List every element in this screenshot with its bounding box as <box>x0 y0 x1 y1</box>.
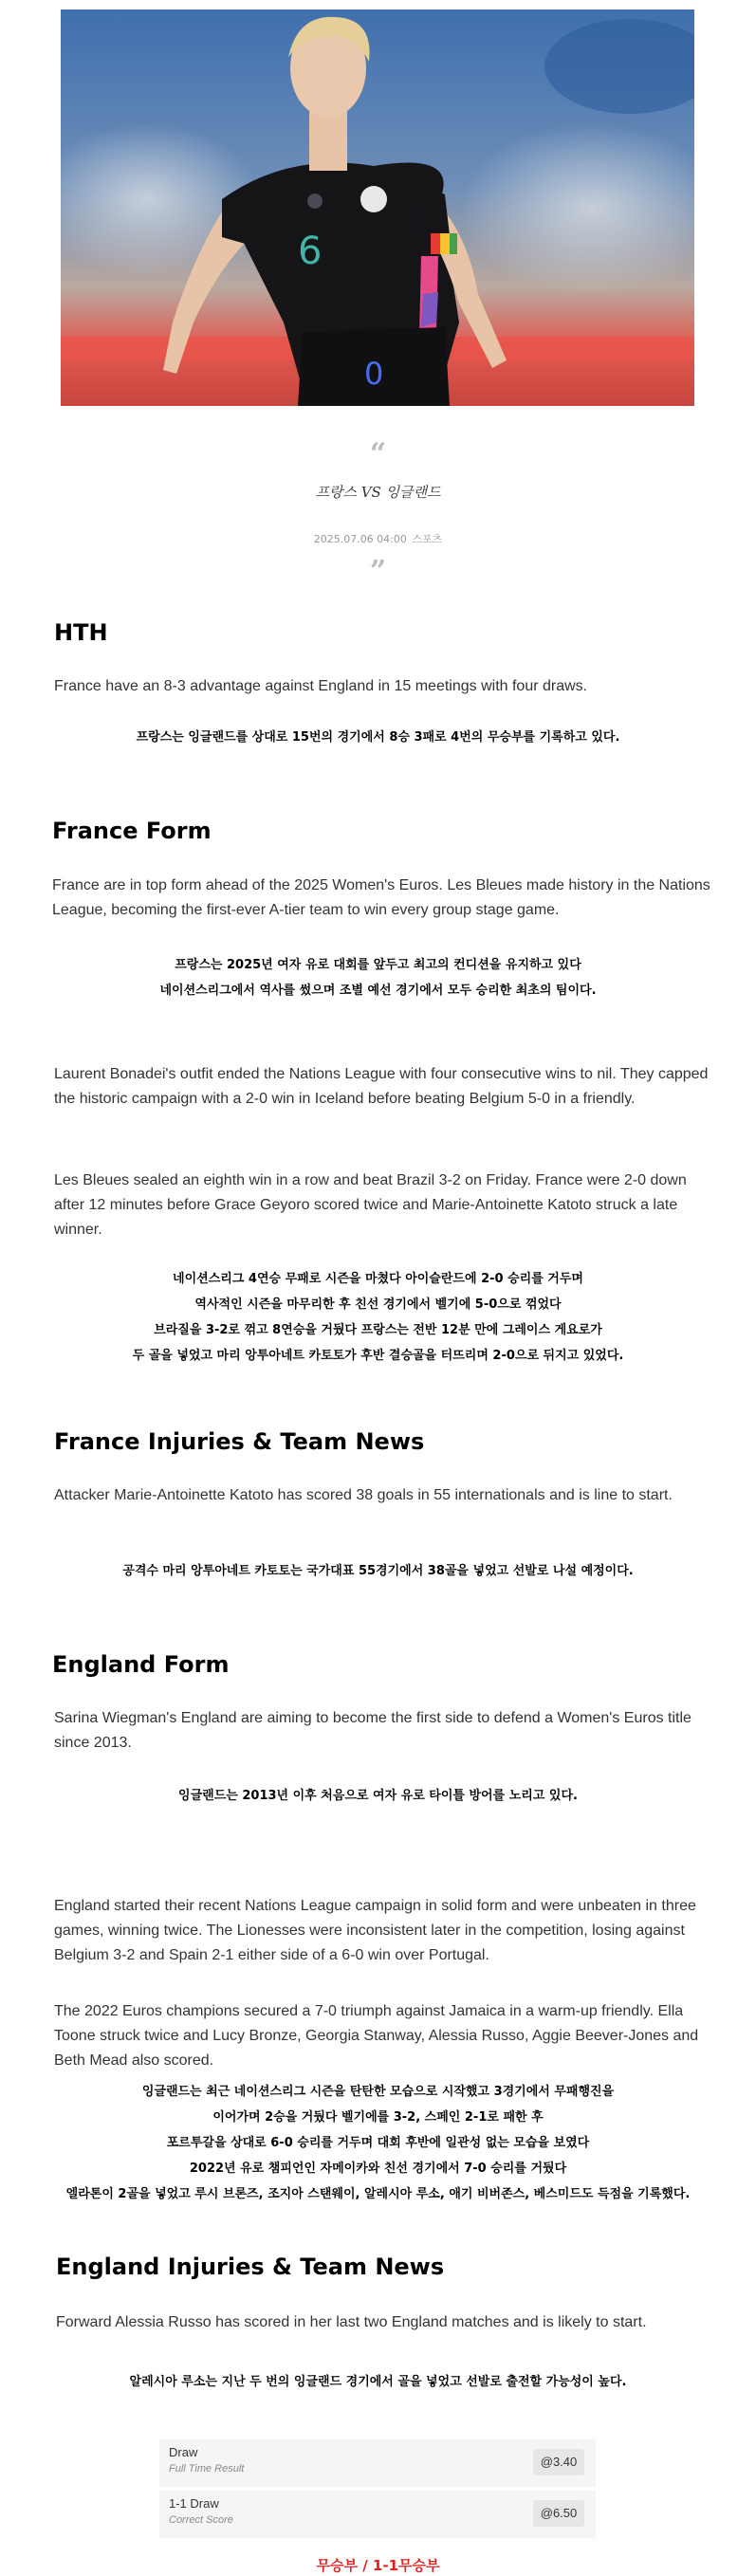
france-form-en-1: France are in top form ahead of the 2025 Women's Euros. Les Bleues made history in the Nations League, becoming the first-ever A-tier team to win every group stage game. <box>52 877 710 918</box>
player-photo-illustration <box>61 9 694 406</box>
section-heading-england-news: England Injuries & Team News <box>56 2254 445 2280</box>
post-meta <box>0 531 756 546</box>
shorts-number: 0 <box>364 356 384 392</box>
france-form-ko-1 <box>0 952 756 1003</box>
france-form-en-2: Laurent Bonadei's outfit ended the Nations League with four consecutive wins to nil. They capped the historic campaign with a 2-0 win in Iceland before beating Belgium 5-0 in a friendly. <box>54 1066 709 1107</box>
bet-type: Full Time Result <box>169 2463 245 2475</box>
ko-line: 엘라톤이 2골을 넣었고 루시 브론즈, 조지아 스탠웨이, 알레시아 루소, 애기 비버존스, 베스미드도 득점을 기록했다. <box>65 2187 691 2201</box>
ko-line: 이어가며 2승을 거뒀다 벨기에를 3-2, 스페인 2-1로 패한 후 <box>212 2110 544 2125</box>
open-quote-icon: “ <box>369 437 387 470</box>
england-news-ko: 알레시아 루소는 지난 두 번의 잉글랜드 경기에서 골을 넣었고 선발로 출전할 가능성이 높다. <box>129 2375 627 2389</box>
england-form-en-3: The 2022 Euros champions secured a 7-0 triumph against Jamaica in a warm-up friendly. Ella Toone struck twice and Lucy Bronze, Georgia Stanway, Alessia Russo, Aggie Beever-Jones and Beth Mead also scored. <box>54 2003 699 2069</box>
post-title: 프랑스 VS 잉글랜드 <box>315 484 441 501</box>
ko-line: 네이션스리그에서 역사를 썼으며 조별 예선 경기에서 모두 승리한 최초의 팀이다. <box>159 984 597 998</box>
ko-line: 포르투갈을 상대로 6-0 승리를 거두며 대회 후반에 일관성 없는 모습을 보였다 <box>166 2136 590 2150</box>
bet-name: 1-1 Draw <box>169 2496 219 2511</box>
ko-line: 네이션스리그 4연승 무패로 시즌을 마쳤다 아이슬란드에 2-0 승리를 거두며 <box>173 1272 583 1286</box>
ko-line: 두 골을 넣었고 마리 앙투아네트 카토토가 후반 결승골을 터뜨리며 2-0으로 뒤지고 있었다. <box>132 1349 624 1363</box>
section-heading-france-news: France Injuries & Team News <box>54 1428 425 1455</box>
bet-row <box>159 2491 596 2538</box>
bet-type: Correct Score <box>169 2514 233 2526</box>
bet-slip <box>159 2439 596 2542</box>
ko-line: 역사적인 시즌을 마무리한 후 친선 경기에서 벨기에 5-0으로 꺾었다 <box>194 1297 562 1312</box>
ko-line: 2022년 유로 챔피언인 자메이카와 친선 경기에서 7-0 승리를 거뒀다 <box>189 2162 567 2176</box>
bet-name: Draw <box>169 2445 198 2459</box>
england-form-ko-1: 잉글랜드는 2013년 이후 처음으로 여자 유로 타이틀 방어를 노리고 있다. <box>178 1789 578 1803</box>
england-form-en-2: England started their recent Nations League campaign in solid form and were unbeaten in three games, winning twice. The Lionesses were inconsistent later in the competition, losing against Belgium 3-2 and Spain 2-1 either side of a 6-0 win over Portugal. <box>54 1898 696 1963</box>
ko-line: 브라질을 3-2로 꺾고 8연승을 거뒀다 프랑스는 전반 12분 만에 그레이스 게요로가 <box>154 1323 602 1337</box>
hth-ko-text: 프랑스는 잉글랜드를 상대로 15번의 경기에서 8승 3패로 4번의 무승부를 기록하고 있다. <box>136 730 620 745</box>
post-category[interactable]: 스포츠 <box>412 533 443 545</box>
france-form-en-3: Les Bleues sealed an eighth win in a row and beat Brazil 3-2 on Friday. France were 2-0 down after 12 minutes before Grace Geyoro scored twice and Marie-Antoinette Katoto struck a late winner. <box>54 1172 687 1238</box>
bet-odds-button[interactable]: @6.50 <box>533 2500 584 2527</box>
france-news-ko: 공격수 마리 앙투아네트 카토토는 국가대표 55경기에서 38골을 넣었고 선발로 나설 예정이다. <box>122 1564 634 1578</box>
england-form-ko-2 <box>0 2079 756 2207</box>
france-form-ko-2 <box>0 1266 756 1369</box>
france-news-en: Attacker Marie-Antoinette Katoto has scored 38 goals in 55 internationals and is line to start. <box>54 1487 673 1503</box>
england-news-en: Forward Alessia Russo has scored in her last two England matches and is likely to start. <box>56 2314 647 2330</box>
jersey-number: 6 <box>298 230 323 273</box>
post-date: 2025.07.06 04:00 <box>313 533 407 545</box>
hero-photo <box>61 9 694 406</box>
ko-line: 프랑스는 2025년 여자 유로 대회를 앞두고 최고의 컨디션을 유지하고 있다 <box>175 958 581 972</box>
close-quote-icon: ” <box>369 555 387 588</box>
bet-row <box>159 2439 596 2487</box>
section-heading-france-form: France Form <box>52 818 212 844</box>
bet-odds-button[interactable]: @3.40 <box>533 2449 584 2475</box>
hth-en-text: France have an 8-3 advantage against England in 15 meetings with four draws. <box>54 678 588 694</box>
final-pick: 무승부 / 1-1무승부 <box>316 2557 440 2574</box>
ko-line: 잉글랜드는 최근 네이션스리그 시즌을 탄탄한 모습으로 시작했고 3경기에서 무패행진을 <box>141 2085 615 2099</box>
section-heading-england-form: England Form <box>52 1651 230 1678</box>
section-heading-hth: HTH <box>54 619 108 646</box>
england-form-en-1: Sarina Wiegman's England are aiming to become the first side to defend a Women's Euros title since 2013. <box>54 1710 691 1751</box>
